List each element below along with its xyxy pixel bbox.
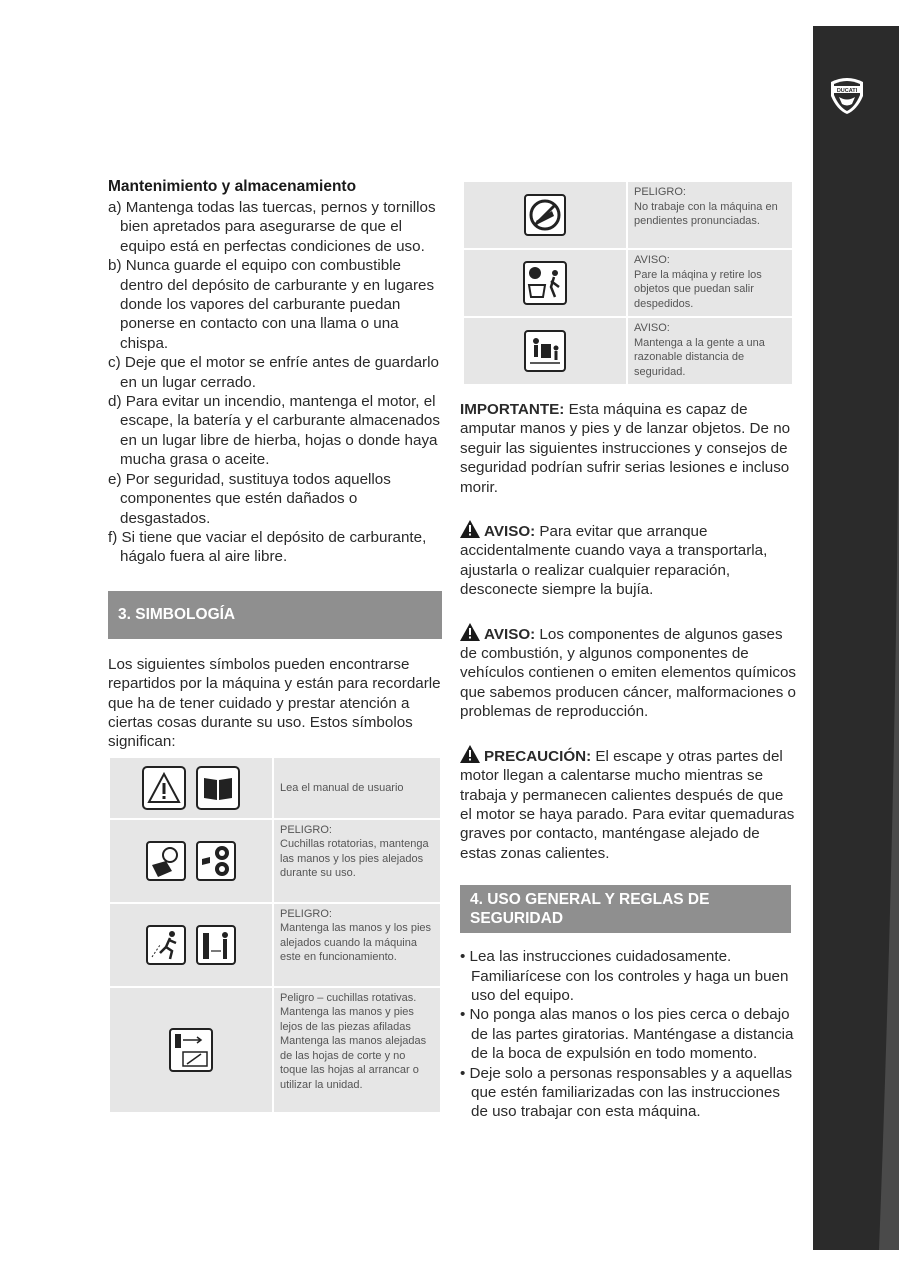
symbol-text: Lea el manual de usuario [274,758,440,818]
list-item: c) Deje que el motor se enfríe antes de guardarlo en un lugar cerrado. [108,354,439,391]
symbology-title: 3. SIMBOLOGÍA [118,605,236,623]
warning-label: AVISO: [484,523,536,541]
symbol-pic [110,820,272,902]
caution-label: PRECAUCIÓN: [484,747,592,765]
sharp-blades-icon [169,1028,213,1072]
table-row [110,820,440,902]
warning-triangle-icon [142,766,186,810]
general-rules-list [460,947,796,1122]
symbology-intro: Los siguientes símbolos pueden encontrarse repartidos por la máquina y están para recordarle que ha de tener cuidado y prestar atención a ciertas cosas durante su uso. Estos símbolos significan: [108,655,441,751]
right-column [460,182,796,1122]
warning-text: Los componentes de algunos gases de combustión, y algunos componentes de vehículos contienen o emiten elementos químicos que sabemos producen cáncer, malformaciones o problemas de reproducción. [460,625,797,721]
rotating-blade-icon [196,841,236,881]
warning-label: AVISO: [484,625,536,643]
important-text: Esta máquina es capaz de amputar manos y pies y de lanzar objetos. De no seguir las siguientes instrucciones y consejos de seguridad podrían sufrir serias lesiones e incluso morir. [460,401,791,496]
table-row [110,758,440,818]
band-curve [813,26,899,1250]
symbol-text: AVISO: Pare la máqina y retire los objetos que puedan salir despedidos. [628,250,792,316]
list-item: • Deje solo a personas responsables y a aquellas que estén familiarizadas con las instrucciones de uso trabajar con esta máquina. [460,1064,793,1121]
important-paragraph [460,400,796,497]
list-item: f) Si tiene que vaciar el depósito de carburante, hágalo fuera al aire libre. [108,528,427,566]
read-manual-icon [196,766,240,810]
symbol-pic [110,758,272,818]
list-item: a) Mantenga todas las tuercas, pernos y tornillos bien apretados para asegurarse de que el equipo está en perfectas condiciones de uso. [108,199,436,255]
symbol-text: AVISO: Mantenga a la gente a una razonable distancia de seguridad. [628,318,792,384]
rotating-blade-hand-icon [146,841,186,881]
list-item: d) Para evitar un incendio, mantenga el motor, el escape, la batería y el carburante almacenados en un lugar libre de hierba, hojas o donde haya mucha grasa o aceite. [108,393,440,469]
ducati-logo [827,74,867,116]
warning-triangle-icon [460,745,480,763]
no-slope-icon [524,194,566,236]
general-rules-header [460,885,791,933]
symbol-pic [464,250,626,316]
svg-text:DUCATI: DUCATI [836,88,858,94]
symbol-text: Peligro – cuchillas rotativas. Mantenga las manos y pies lejos de las piezas afiladas Mantenga las manos alejadas de las hojas de corte y no toque las hojas al arrancar o utilizar la unidad. [274,988,440,1112]
symbol-table-left [108,756,442,1114]
thrown-objects-icon [146,925,186,965]
warning-triangle-icon [460,520,480,538]
warning-paragraph [460,623,796,722]
side-band [813,26,899,1250]
maintenance-list [108,198,442,567]
keep-distance-icon [196,925,236,965]
table-row [464,250,792,316]
list-item: • No ponga alas manos o los pies cerca o debajo de las partes giratorias. Manténgase a distancia de la boca de expulsión en todo momento. [460,1006,794,1063]
table-row [464,318,792,384]
table-row [110,988,440,1112]
symbol-pic [110,988,272,1112]
symbol-pic [464,318,626,384]
warning-text: Para evitar que arranque accidentalmente cuando vaya a transportarla, ajustarla o realizar cualquier reparación, desconecte siempre la bujía. [460,523,768,599]
list-item: b) Nunca guarde el equipo con combustible dentro del depósito de carburante y en lugares donde los vapores del carburante puedan ponerse en contacto con una llama o una chispa. [108,257,435,352]
keep-people-away-icon [524,330,566,372]
symbol-text: PELIGRO: Mantenga las manos y los pies alejados cuando la máquina este en funcionamiento. [274,904,440,986]
caution-text: El escape y otras partes del motor llegan a calentarse mucho mientras se trabaja y permanecen calientes después de que el motor se haya parado. Para evitar quemaduras graves por contacto, manténgase alejado de estas zonas calientes. [460,747,795,862]
stop-machine-icon [523,261,567,305]
table-row [110,904,440,986]
symbol-text: PELIGRO: Cuchillas rotatorias, mantenga las manos y los pies alejados durante su uso. [274,820,440,902]
list-item: e) Por seguridad, sustituya todos aquellos componentes que estén dañados o desgastados. [108,470,391,527]
general-rules-title: 4. USO GENERAL Y REGLAS DE SEGURIDAD [470,891,710,928]
list-item: • Lea las instrucciones cuidadosamente. Familiarícese con los controles y haga un buen uso del equipo. [460,948,789,1004]
warning-paragraph [460,520,796,600]
symbol-pic [110,904,272,986]
important-label: IMPORTANTE: [460,401,565,418]
maintenance-title: Mantenimiento y almacenamiento [108,178,357,195]
caution-paragraph [460,745,796,863]
symbol-pic [464,182,626,248]
symbol-table-right [462,180,794,386]
table-row [464,182,792,248]
warning-triangle-icon [460,623,480,641]
left-column [108,178,442,1114]
symbology-header [108,591,442,639]
symbol-text: PELIGRO: No trabaje con la máquina en pendientes pronunciadas. [628,182,792,248]
